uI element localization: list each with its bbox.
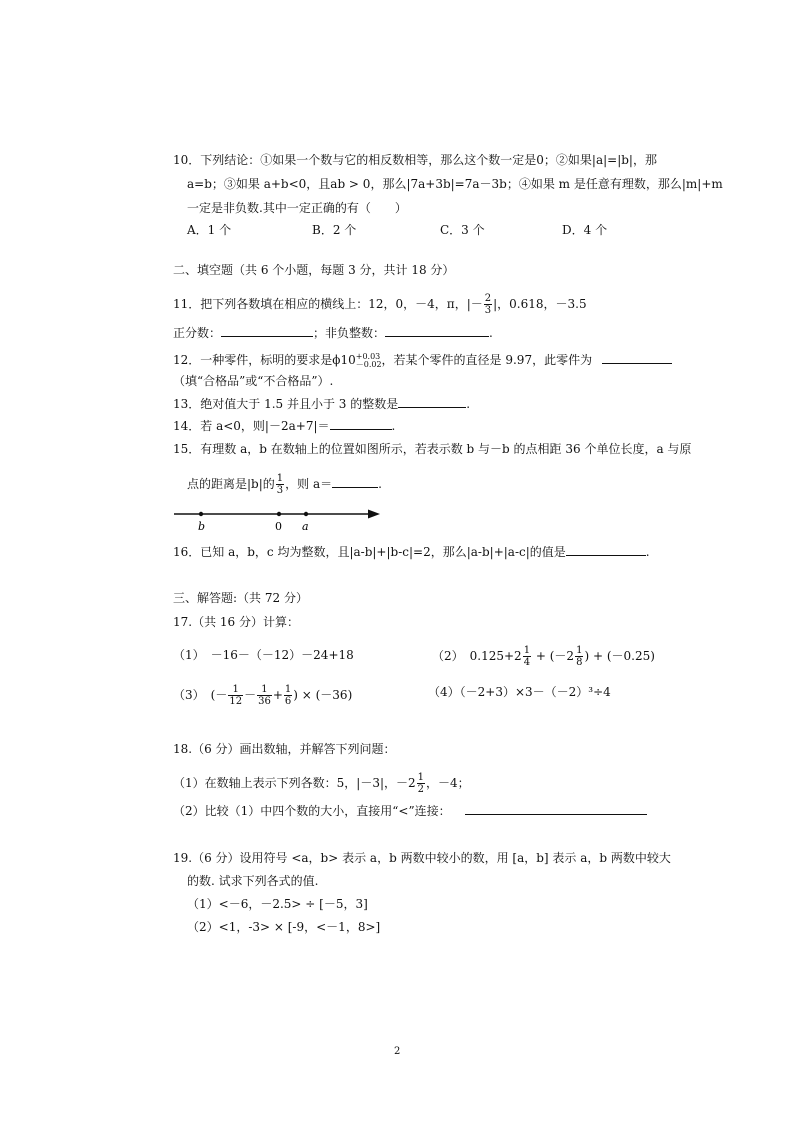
q10-line3: 一定是非负数.其中一定正确的有（ ）	[187, 201, 407, 215]
q18-p1-frac-den: 2	[417, 784, 425, 795]
q17-p3-frac3	[284, 684, 292, 707]
q17-p3-frac1-num: 1	[228, 684, 243, 696]
q17-p2-frac2-num: 1	[576, 645, 583, 656]
q11-frac-num: 2	[484, 293, 492, 304]
q17-part3	[173, 684, 352, 707]
section3-heading: 三、解答题:（共 72 分）	[173, 591, 308, 605]
q15-end: .	[378, 477, 382, 491]
q17-p2-frac1-num: 1	[523, 645, 531, 656]
q15-frac-num: 1	[276, 473, 284, 484]
q17-p2-frac1-den: 4	[523, 657, 531, 668]
q11-frac-den: 3	[484, 305, 492, 316]
q18-part2	[173, 803, 647, 819]
q13-line	[173, 396, 470, 412]
q12-tol-up: +0.03	[355, 351, 381, 361]
q16-line	[173, 544, 650, 560]
q17-p3-d: ) × (－36)	[293, 688, 353, 702]
q17-p3-a: （3） (－	[173, 688, 228, 702]
q14-line	[173, 418, 395, 434]
q10-options	[187, 222, 607, 238]
q18-p1-frac	[417, 772, 425, 795]
q17-p2-frac1	[523, 645, 531, 668]
q17-part4: （4）（－2+3）×3－（－2）³÷4	[428, 685, 611, 699]
q17-p2-b: + (－2	[532, 649, 575, 663]
q17-p2-frac2-den: 8	[576, 657, 583, 668]
q15-line2	[187, 473, 382, 496]
q17-p2-frac2	[575, 645, 583, 668]
label-a: a	[302, 520, 309, 533]
q12-text-b: ，若某个零件的直径是 9.97，此零件为	[381, 353, 593, 367]
q19-line2: 的数. 试求下列各式的值.	[187, 874, 319, 888]
q11-blank-nonneg-integers[interactable]	[385, 336, 489, 337]
q17-title: 17.（共 16 分）计算：	[173, 615, 299, 629]
q10-line2: a=b；③如果 a+b<0，且ab > 0，那么|7a+3b|=7a－3b；④如果 m 是任意有理数，那么|m|+m	[187, 177, 723, 191]
section2-heading: 二、填空题（共 6 个小题，每题 3 分，共计 18 分）	[173, 263, 455, 277]
q15-text-b: ，则 a＝	[285, 477, 333, 491]
q17-p3-frac1	[228, 684, 243, 707]
q10-option-a: A．1 个	[187, 223, 232, 237]
q11-text-a: 11．把下列各数填在相应的横线上：12，0，－4，π，|－	[173, 297, 483, 311]
label-zero: 0	[275, 520, 282, 533]
q15-fraction	[276, 473, 284, 496]
number-line	[170, 505, 385, 533]
q11-line2	[173, 325, 493, 341]
q17-part2	[432, 645, 655, 668]
q16-blank[interactable]	[566, 555, 646, 556]
point-origin	[277, 512, 281, 516]
number-line-arrow	[368, 510, 380, 519]
q12-line1	[173, 352, 672, 369]
q11-text-b: |，0.618，－3.5	[493, 297, 587, 311]
q17-p3-c: +	[272, 688, 283, 702]
q15-line1: 15．有理数 a，b 在数轴上的位置如图所示，若表示数 b 与－b 的点相距 36 个单位长度，a 与原	[173, 442, 692, 456]
label-b: b	[198, 520, 206, 533]
q12-tolerance	[356, 353, 382, 369]
q17-p3-b: －	[244, 688, 257, 702]
q17-part1: （1） －16－（－12）－24+18	[173, 648, 354, 662]
q17-p3-frac3-den: 6	[284, 696, 292, 707]
q12-line2: （填“合格品”或“不合格品”）.	[173, 374, 334, 388]
q15-blank[interactable]	[332, 487, 378, 488]
q18-p2-text: （2）比较（1）中四个数的大小，直接用“<”连接：	[173, 804, 451, 818]
q17-p2-c: ) + (－0.25)	[584, 649, 655, 663]
q17-p3-frac3-num: 1	[284, 684, 292, 695]
q10-option-b: B．2 个	[312, 223, 357, 237]
q17-p2-a: （2） 0.125+2	[432, 649, 522, 663]
q18-p1-a: （1）在数轴上表示下列各数：5，|－3|，－2	[173, 776, 416, 790]
q19-part1: （1）<－6，－2.5> ÷ [－5，3]	[187, 897, 368, 911]
q14-blank[interactable]	[330, 429, 392, 430]
q14-end: .	[391, 419, 396, 433]
q12-blank[interactable]	[602, 363, 672, 364]
q12-tol-down: －0.02	[355, 359, 382, 369]
q11-line1	[173, 293, 587, 316]
q18-title: 18.（6 分）画出数轴，并解答下列问题：	[173, 742, 396, 756]
q16-end: .	[645, 545, 650, 559]
q11-end: .	[489, 326, 493, 340]
q18-blank[interactable]	[465, 814, 647, 815]
q13-blank[interactable]	[398, 407, 466, 408]
q10-option-c: C．3 个	[440, 223, 485, 237]
q13-end: .	[466, 397, 471, 411]
q18-part1	[173, 772, 470, 795]
q17-p3-frac1-den: 12	[229, 696, 243, 707]
q10-option-d: D．4 个	[562, 223, 608, 237]
point-a	[304, 512, 308, 516]
q15-frac-den: 3	[276, 485, 284, 496]
q13-text: 13．绝对值大于 1.5 并且小于 3 的整数是	[173, 397, 399, 411]
q18-p1-frac-num: 1	[417, 772, 425, 783]
q19-line1: 19.（6 分）设用符号 <a，b> 表示 a，b 两数中较小的数，用 [a，b] 表示 a，b 两数中较大	[173, 851, 671, 865]
q14-text: 14．若 a<0，则|－2a+7|＝	[173, 419, 330, 433]
q11-fraction	[484, 293, 492, 316]
q18-p1-b: ，－4；	[426, 776, 470, 790]
point-b	[199, 512, 203, 516]
q10-line1: 10．下列结论：①如果一个数与它的相反数相等，那么这个数一定是0；②如果|a|=|b|，那	[173, 153, 657, 167]
q16-text: 16．已知 a，b，c 均为整数，且|a-b|+|b-c|=2，那么|a-b|+|a-c|的值是	[173, 545, 566, 559]
q17-p3-frac2	[257, 684, 272, 707]
page-number: 2	[394, 1046, 401, 1057]
q12-text-a: 12．一种零件，标明的要求是ϕ10	[173, 353, 356, 367]
q11-label-positive-fractions: 正分数：	[173, 326, 222, 340]
q15-text-a: 点的距离是|b|的	[187, 477, 275, 491]
q11-label-nonneg-integers: ；非负整数：	[313, 326, 386, 340]
q17-p3-frac2-den: 36	[258, 696, 271, 707]
q17-p3-frac2-num: 1	[257, 684, 272, 696]
q11-blank-positive-fractions[interactable]	[221, 336, 313, 337]
q19-part2: （2）<1，-3> × [-9，<－1，8>]	[187, 920, 381, 934]
